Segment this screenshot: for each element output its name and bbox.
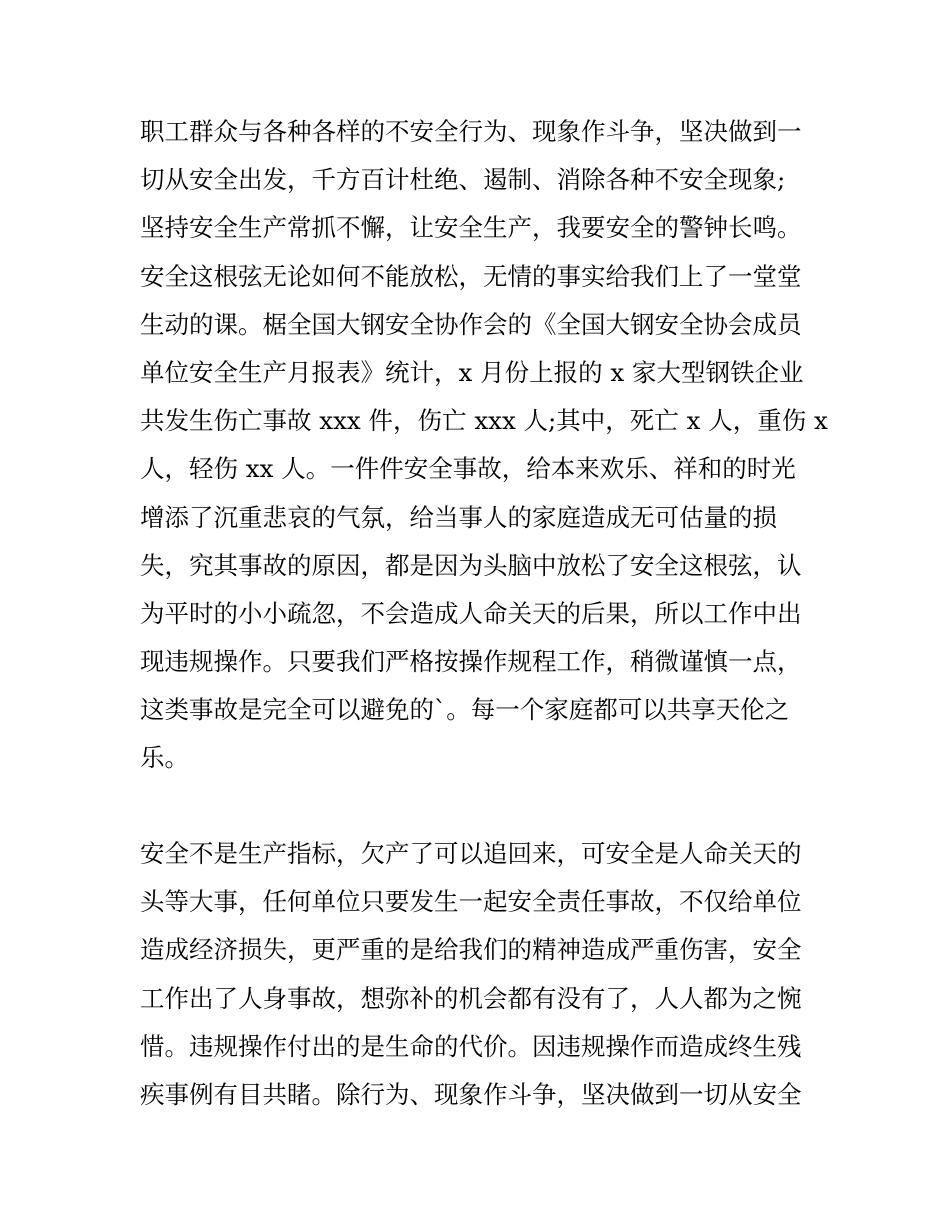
- text-line: 增添了沉重悲哀的气氛，给当事人的家庭造成无可估量的损: [140, 502, 777, 532]
- text-line: 安全不是生产指标，欠产了可以追回来，可安全是人命关天的: [140, 839, 802, 868]
- paragraph-1: [140, 108, 828, 783]
- text-line: 坚持安全生产常抓不懈，让安全生产，我要安全的警钟长鸣。: [140, 213, 802, 243]
- text-line: 这类事故是完全可以避免的`。每一个家庭都可以共享天伦之: [140, 695, 790, 725]
- text-line: 头等大事，任何单位只要发生一起安全责任事故，不仅给单位: [140, 887, 802, 917]
- text-line: 安全这根弦无论如何不能放松，无情的事实给我们上了一堂堂: [140, 261, 802, 291]
- text-line: 职工群众与各种各样的不安全行为、现象作斗争，坚决做到一: [140, 117, 802, 146]
- paragraph-2: [140, 830, 815, 1119]
- text-line: 现违规操作。只要我们严格按操作规程工作，稍微谨慎一点，: [140, 647, 802, 677]
- text-line: 工作出了人身事故，想弥补的机会都有没有了，人人都为之惋: [140, 983, 802, 1013]
- text-line: 失，究其事故的原因，都是因为头脑中放松了安全这根弦，认: [140, 550, 802, 580]
- text-line: 惜。违规操作付出的是生命的代价。因违规操作而造成终生残: [140, 1031, 802, 1061]
- text-line: 疾事例有目共睹。除行为、现象作斗争，坚决做到一切从安全: [140, 1079, 802, 1109]
- text-line: 为平时的小小疏忽，不会造成人命关天的后果，所以工作中出: [140, 598, 802, 628]
- text-line: 生动的课。椐全国大钢安全协作会的《全国大钢安全协会成员: [140, 309, 802, 339]
- text-line: 共发生伤亡事故 xxx 件，伤亡 xxx 人;其中，死亡 x 人，重伤 x: [140, 406, 828, 436]
- text-line: 单位安全生产月报表》统计，x 月份上报的 x 家大型钢铁企业: [140, 357, 804, 387]
- text-line: 乐。: [140, 743, 189, 773]
- text-line: 造成经济损失，更严重的是给我们的精神造成严重伤害，安全: [140, 935, 802, 965]
- text-line: 人，轻伤 xx 人。一件件安全事故，给本来欢乐、祥和的时光: [140, 454, 796, 484]
- text-line: 切从安全出发，千方百计杜绝、遏制、消除各种不安全现象;: [140, 165, 786, 195]
